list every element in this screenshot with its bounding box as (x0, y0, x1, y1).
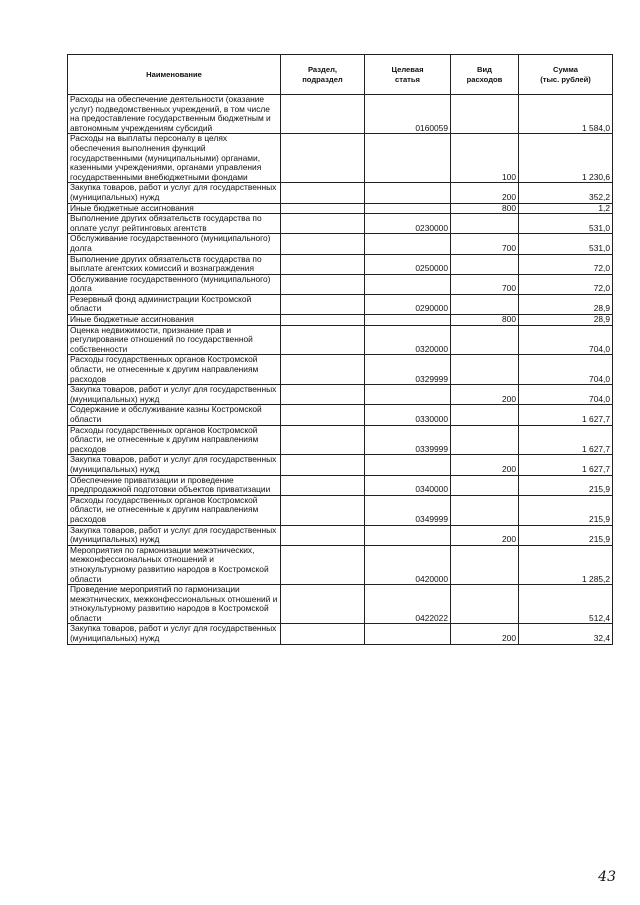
cell-sum: 215,9 (519, 475, 613, 495)
header-target: Целевая статья (365, 55, 451, 95)
cell-kind (451, 355, 519, 385)
cell-sum: 72,0 (519, 254, 613, 274)
cell-kind: 200 (451, 183, 519, 203)
table-row (68, 315, 613, 326)
cell-target (365, 624, 451, 644)
cell-sum: 1 627,7 (519, 425, 613, 455)
cell-section (281, 95, 365, 134)
cell-section (281, 254, 365, 274)
table-row (68, 203, 613, 214)
budget-table (67, 54, 613, 645)
table-row (68, 134, 613, 183)
cell-target (365, 455, 451, 475)
cell-kind (451, 545, 519, 584)
header-kind: Вид расходов (451, 55, 519, 95)
cell-name: Закупка товаров, работ и услуг для государственных (муниципальных) нужд (68, 183, 281, 203)
cell-kind (451, 325, 519, 355)
cell-section (281, 355, 365, 385)
cell-name: Расходы государственных органов Костромской области, не отнесенные к другим направлениям расходов (68, 425, 281, 455)
cell-section (281, 405, 365, 425)
cell-kind: 700 (451, 274, 519, 294)
cell-target: 0250000 (365, 254, 451, 274)
cell-name: Выполнение других обязательств государства по выплате агентских комиссий и вознаграждения (68, 254, 281, 274)
cell-kind: 200 (451, 385, 519, 405)
table-row (68, 475, 613, 495)
cell-kind: 800 (451, 203, 519, 214)
cell-target: 0160059 (365, 95, 451, 134)
cell-name: Обеспечение приватизации и проведение предпродажной подготовки объектов приватизации (68, 475, 281, 495)
cell-sum: 215,9 (519, 495, 613, 525)
table-row (68, 254, 613, 274)
cell-name: Мероприятия по гармонизации межэтнических, межконфессиональных отношений и этнокультурному развитию народов в Костромской области (68, 545, 281, 584)
cell-name: Расходы государственных органов Костромской области, не отнесенные к другим направлениям расходов (68, 495, 281, 525)
table-row (68, 545, 613, 584)
cell-sum: 28,9 (519, 315, 613, 326)
cell-section (281, 234, 365, 254)
cell-section (281, 525, 365, 545)
cell-target (365, 234, 451, 254)
table-row (68, 355, 613, 385)
cell-target (365, 183, 451, 203)
cell-name: Иные бюджетные ассигнования (68, 203, 281, 214)
cell-sum: 531,0 (519, 214, 613, 234)
cell-sum: 704,0 (519, 385, 613, 405)
table-row (68, 624, 613, 644)
cell-kind (451, 405, 519, 425)
cell-kind (451, 294, 519, 314)
cell-name: Закупка товаров, работ и услуг для государственных (муниципальных) нужд (68, 455, 281, 475)
cell-target (365, 315, 451, 326)
cell-sum: 28,9 (519, 294, 613, 314)
cell-name: Выполнение других обязательств государства по оплате услуг рейтинговых агентств (68, 214, 281, 234)
cell-kind: 100 (451, 134, 519, 183)
table-row (68, 455, 613, 475)
header-name: Наименование (68, 55, 281, 95)
cell-target (365, 385, 451, 405)
cell-kind (451, 95, 519, 134)
cell-sum: 1 285,2 (519, 545, 613, 584)
cell-name: Закупка товаров, работ и услуг для государственных (муниципальных) нужд (68, 624, 281, 644)
cell-target (365, 134, 451, 183)
cell-target: 0422022 (365, 585, 451, 624)
table-row (68, 385, 613, 405)
cell-section (281, 294, 365, 314)
cell-name: Обслуживание государственного (муниципального) долга (68, 234, 281, 254)
table-row (68, 183, 613, 203)
cell-sum: 1,2 (519, 203, 613, 214)
cell-sum: 1 627,7 (519, 405, 613, 425)
page-number: 43 (598, 869, 616, 885)
cell-kind: 200 (451, 624, 519, 644)
cell-kind (451, 475, 519, 495)
header-sum: Сумма (тыс. рублей) (519, 55, 613, 95)
table-row (68, 405, 613, 425)
cell-name: Расходы на выплаты персоналу в целях обеспечения выполнения функций государственными (муниципальными) органами, казенными учреждениями, органами управления государственными внебюджетными фондами (68, 134, 281, 183)
cell-name: Оценка недвижимости, признание прав и регулирование отношений по государственной собственности (68, 325, 281, 355)
cell-name: Резервный фонд администрации Костромской области (68, 294, 281, 314)
table-row (68, 294, 613, 314)
cell-sum: 512,4 (519, 585, 613, 624)
cell-kind (451, 254, 519, 274)
cell-target: 0320000 (365, 325, 451, 355)
cell-kind: 200 (451, 455, 519, 475)
table-row (68, 325, 613, 355)
cell-section (281, 624, 365, 644)
cell-kind: 700 (451, 234, 519, 254)
cell-sum: 72,0 (519, 274, 613, 294)
cell-section (281, 385, 365, 405)
cell-section (281, 325, 365, 355)
cell-section (281, 585, 365, 624)
cell-section (281, 475, 365, 495)
cell-target (365, 525, 451, 545)
cell-section (281, 134, 365, 183)
cell-target (365, 203, 451, 214)
cell-target: 0330000 (365, 405, 451, 425)
cell-section (281, 545, 365, 584)
cell-name: Закупка товаров, работ и услуг для государственных (муниципальных) нужд (68, 525, 281, 545)
cell-section (281, 214, 365, 234)
cell-section (281, 274, 365, 294)
table-row (68, 495, 613, 525)
cell-target (365, 274, 451, 294)
cell-sum: 1 584,0 (519, 95, 613, 134)
cell-name: Расходы на обеспечение деятельности (оказание услуг) подведомственных учреждений, в том числе на предоставление государственным бюджетным и автономным учреждениям субсидий (68, 95, 281, 134)
table-row (68, 425, 613, 455)
cell-sum: 215,9 (519, 525, 613, 545)
table-row (68, 525, 613, 545)
cell-kind (451, 214, 519, 234)
cell-section (281, 425, 365, 455)
cell-section (281, 315, 365, 326)
cell-sum: 1 627,7 (519, 455, 613, 475)
cell-target: 0329999 (365, 355, 451, 385)
cell-name: Закупка товаров, работ и услуг для государственных (муниципальных) нужд (68, 385, 281, 405)
cell-sum: 704,0 (519, 325, 613, 355)
cell-name: Обслуживание государственного (муниципального) долга (68, 274, 281, 294)
header-row (68, 55, 613, 95)
cell-kind (451, 585, 519, 624)
cell-name: Проведение мероприятий по гармонизации межэтнических, межконфессиональных отношений и этнокультурному развитию народов в Костромской области (68, 585, 281, 624)
cell-name: Содержание и обслуживание казны Костромской области (68, 405, 281, 425)
cell-sum: 352,2 (519, 183, 613, 203)
cell-target: 0420000 (365, 545, 451, 584)
cell-kind (451, 495, 519, 525)
cell-target: 0339999 (365, 425, 451, 455)
cell-section (281, 495, 365, 525)
cell-kind: 800 (451, 315, 519, 326)
cell-sum: 704,0 (519, 355, 613, 385)
cell-kind: 200 (451, 525, 519, 545)
cell-target: 0230000 (365, 214, 451, 234)
cell-name: Иные бюджетные ассигнования (68, 315, 281, 326)
cell-name: Расходы государственных органов Костромской области, не отнесенные к другим направлениям расходов (68, 355, 281, 385)
cell-section (281, 183, 365, 203)
cell-target: 0349999 (365, 495, 451, 525)
table-row (68, 274, 613, 294)
table-row (68, 95, 613, 134)
cell-sum: 1 230,6 (519, 134, 613, 183)
header-section: Раздел, подраздел (281, 55, 365, 95)
table-row (68, 214, 613, 234)
cell-kind (451, 425, 519, 455)
cell-target: 0340000 (365, 475, 451, 495)
cell-sum: 32,4 (519, 624, 613, 644)
cell-section (281, 203, 365, 214)
cell-target: 0290000 (365, 294, 451, 314)
table-row (68, 234, 613, 254)
table-row (68, 585, 613, 624)
cell-section (281, 455, 365, 475)
cell-sum: 531,0 (519, 234, 613, 254)
